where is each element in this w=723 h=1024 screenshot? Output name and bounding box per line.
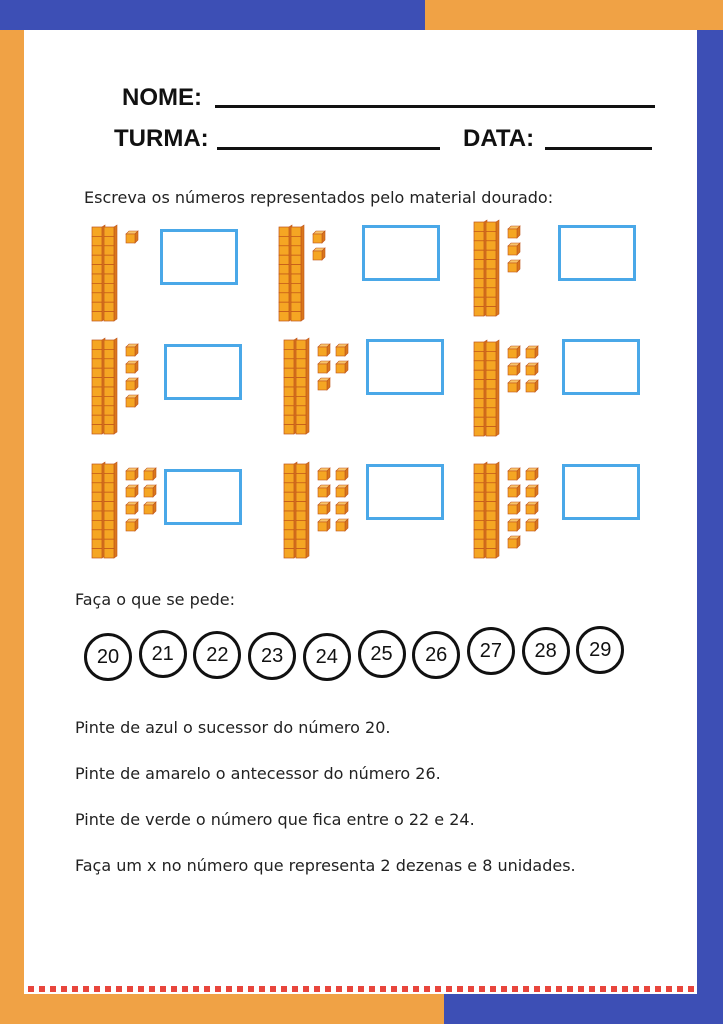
- unit-cube: [508, 485, 520, 497]
- base-ten-blocks: [277, 225, 352, 330]
- unit-cube: [318, 378, 330, 390]
- answer-box[interactable]: [160, 229, 238, 285]
- ten-rod: [474, 462, 487, 558]
- unit-cube: [126, 231, 138, 243]
- ten-rod: [296, 338, 309, 434]
- ten-rod: [104, 225, 117, 321]
- unit-cube: [126, 378, 138, 390]
- unit-cube: [144, 485, 156, 497]
- number-circle[interactable]: 23: [248, 632, 296, 680]
- unit-cube: [318, 468, 330, 480]
- ten-rod: [296, 462, 309, 558]
- unit-cube: [336, 502, 348, 514]
- task-1: Pinte de azul o sucessor do número 20.: [75, 718, 391, 737]
- number-circle[interactable]: 20: [84, 633, 132, 681]
- answer-box[interactable]: [558, 225, 636, 281]
- unit-cube: [526, 380, 538, 392]
- ten-rod: [486, 462, 499, 558]
- ten-rod: [291, 225, 304, 321]
- ten-rod: [486, 340, 499, 436]
- frame-top-orange: [425, 0, 723, 30]
- unit-cube: [526, 346, 538, 358]
- unit-cube: [526, 363, 538, 375]
- unit-cube: [508, 519, 520, 531]
- unit-cube: [144, 468, 156, 480]
- unit-cube: [126, 395, 138, 407]
- unit-cube: [526, 468, 538, 480]
- base-ten-blocks: [282, 338, 357, 443]
- frame-top-blue: [0, 0, 425, 30]
- unit-cube: [318, 502, 330, 514]
- base-ten-blocks: [90, 462, 165, 567]
- number-circle[interactable]: 21: [139, 630, 187, 678]
- unit-cube: [508, 226, 520, 238]
- task-3: Pinte de verde o número que fica entre o 22 e 24.: [75, 810, 475, 829]
- unit-cube: [508, 536, 520, 548]
- ten-rod: [284, 338, 297, 434]
- unit-cube: [313, 231, 325, 243]
- unit-cube: [318, 361, 330, 373]
- base-ten-blocks: [472, 220, 547, 325]
- unit-cube: [508, 468, 520, 480]
- unit-cube: [313, 248, 325, 260]
- unit-cube: [508, 502, 520, 514]
- unit-cube: [126, 361, 138, 373]
- ten-rod: [92, 462, 105, 558]
- nome-label: NOME:: [122, 84, 202, 111]
- unit-cube: [508, 243, 520, 255]
- unit-cube: [336, 485, 348, 497]
- number-circle[interactable]: 26: [412, 631, 460, 679]
- ten-rod: [92, 225, 105, 321]
- unit-cube: [126, 344, 138, 356]
- answer-box[interactable]: [562, 339, 640, 395]
- unit-cube: [508, 380, 520, 392]
- base-ten-blocks: [282, 462, 357, 567]
- ten-rod: [104, 462, 117, 558]
- unit-cube: [508, 346, 520, 358]
- frame-right-blue: [697, 30, 723, 994]
- unit-cube: [318, 485, 330, 497]
- ten-rod: [284, 462, 297, 558]
- ten-rod: [104, 338, 117, 434]
- unit-cube: [336, 519, 348, 531]
- unit-cube: [526, 519, 538, 531]
- nome-field-line[interactable]: [215, 105, 655, 108]
- unit-cube: [144, 502, 156, 514]
- data-field-line[interactable]: [545, 147, 652, 150]
- ten-rod: [486, 220, 499, 316]
- base-ten-blocks: [472, 462, 547, 567]
- dashed-border-line: [28, 986, 696, 992]
- base-ten-blocks: [90, 338, 165, 443]
- frame-left-orange: [0, 30, 24, 1024]
- exercise1-instruction: Escreva os números representados pelo material dourado:: [84, 188, 554, 207]
- unit-cube: [508, 260, 520, 272]
- answer-box[interactable]: [366, 464, 444, 520]
- turma-label: TURMA:: [114, 125, 209, 152]
- turma-field-line[interactable]: [217, 147, 440, 150]
- ten-rod: [474, 340, 487, 436]
- frame-bottom-blue: [444, 994, 723, 1024]
- unit-cube: [126, 502, 138, 514]
- unit-cube: [318, 344, 330, 356]
- unit-cube: [126, 468, 138, 480]
- answer-box[interactable]: [366, 339, 444, 395]
- data-label: DATA:: [463, 125, 535, 152]
- unit-cube: [336, 361, 348, 373]
- answer-box[interactable]: [362, 225, 440, 281]
- number-circle[interactable]: 25: [358, 630, 406, 678]
- base-ten-blocks: [472, 340, 547, 445]
- task-4: Faça um x no número que representa 2 dezenas e 8 unidades.: [75, 856, 576, 875]
- base-ten-blocks: [90, 225, 165, 330]
- number-circle[interactable]: 27: [467, 627, 515, 675]
- ten-rod: [92, 338, 105, 434]
- ten-rod: [474, 220, 487, 316]
- answer-box[interactable]: [164, 469, 242, 525]
- exercise2-instruction: Faça o que se pede:: [75, 590, 235, 609]
- number-circle[interactable]: 28: [522, 627, 570, 675]
- number-circle[interactable]: 22: [193, 631, 241, 679]
- ten-rod: [279, 225, 292, 321]
- unit-cube: [508, 363, 520, 375]
- task-2: Pinte de amarelo o antecessor do número 26.: [75, 764, 441, 783]
- unit-cube: [318, 519, 330, 531]
- unit-cube: [526, 485, 538, 497]
- unit-cube: [526, 502, 538, 514]
- number-circle[interactable]: 29: [576, 626, 624, 674]
- unit-cube: [126, 485, 138, 497]
- answer-box[interactable]: [562, 464, 640, 520]
- unit-cube: [336, 344, 348, 356]
- frame-bottom-orange: [24, 994, 444, 1024]
- unit-cube: [336, 468, 348, 480]
- answer-box[interactable]: [164, 344, 242, 400]
- unit-cube: [126, 519, 138, 531]
- number-circle[interactable]: 24: [303, 633, 351, 681]
